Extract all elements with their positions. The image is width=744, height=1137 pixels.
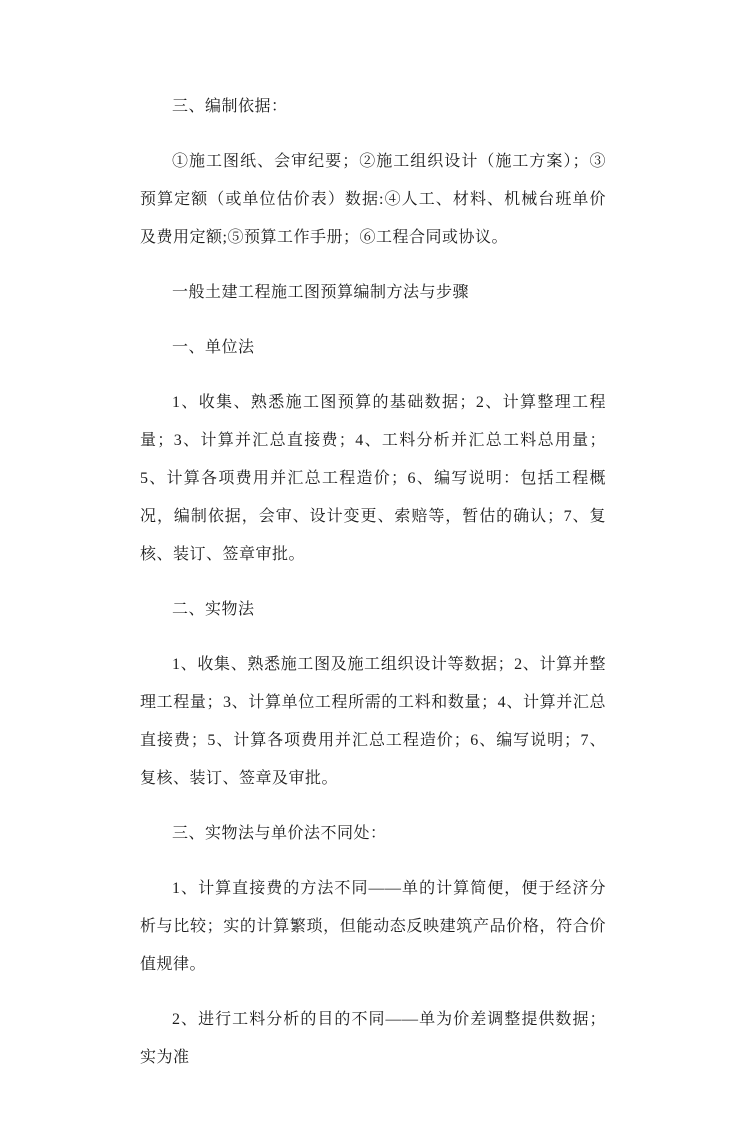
heading-physical-method: 二、实物法 — [172, 601, 255, 618]
heading-compilation-basis: 三、编制依据： — [172, 98, 288, 115]
paragraph-basis-items: ①施工图纸、会审纪要；②施工组织设计（施工方案）；③预算定额（或单位估价表）数据:④人工、材料、机械台班单价及费用定额;⑤预算工作手册；⑥工程合同或协议。 — [140, 153, 606, 246]
heading-methods-steps: 一般土建工程施工图预算编制方法与步骤 — [172, 284, 470, 301]
heading-method-differences: 三、实物法与单价法不同处： — [172, 825, 387, 842]
heading-unit-method: 一、单位法 — [172, 339, 255, 356]
paragraph-difference-2: 2、进行工料分析的目的不同——单为价差调整提供数据；实为准 — [140, 1011, 606, 1066]
paragraph-unit-method-steps: 1、收集、熟悉施工图预算的基础数据；2、计算整理工程量；3、计算并汇总直接费；4、工料分析并汇总工料总用量；5、计算各项费用并汇总工程造价；6、编写说明：包括工程概况，编制依据，会审、设计变更、索赔等，暂估的确认；7、复核、装订、签章审批。 — [140, 394, 606, 563]
document-body — [140, 88, 606, 1077]
paragraph-difference-1: 1、计算直接费的方法不同——单的计算简便，便于经济分析与比较；实的计算繁琐，但能动态反映建筑产品价格，符合价值规律。 — [140, 880, 606, 973]
paragraph-physical-method-steps: 1、收集、熟悉施工图及施工组织设计等数据；2、计算并整理工程量；3、计算单位工程所需的工料和数量；4、计算并汇总直接费；5、计算各项费用并汇总工程造价；6、编写说明；7、复核、装订、签章及审批。 — [140, 656, 606, 787]
